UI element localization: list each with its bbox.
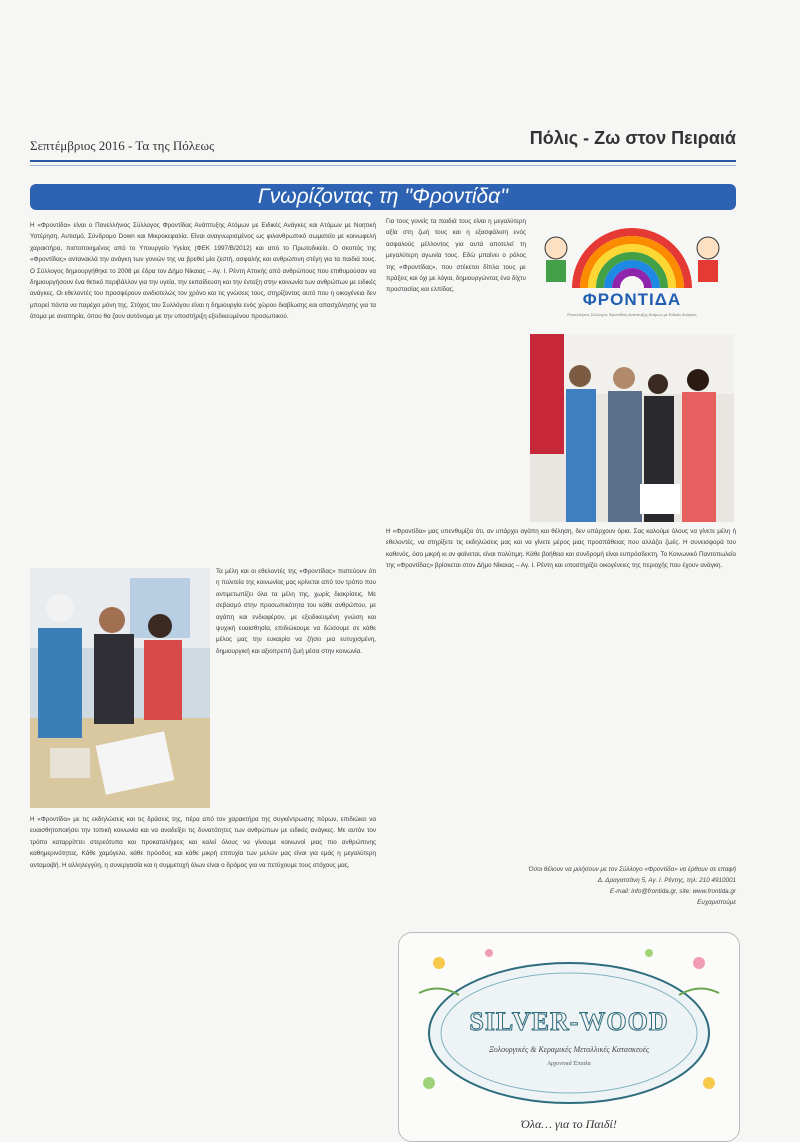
header-rule [30, 160, 736, 162]
issue-date: Σεπτέμβριος 2016 - Τα της Πόλεως [30, 138, 215, 153]
article-paragraph: Η «Φροντίδα» με τις εκδηλώσεις και τις δράσεις της, πέρα από τον χαρακτήρα της συγκέντρωσης πόρων, επιδιώκει να ευαισθητοποιήσει την τοπική κοινωνία και να αναδείξει τις δυνατότητες των ανθρώπων με ειδικές ανάγκες. Με αυτόν τον τρόπο καταρρίπτει στερεότυπα και προκαταλήψεις και καλεί όλους να γίνουμε κοινωνοί μιας πιο ανθρώπινης καθημερινότητας. Κάθε χαμόγελο, κάθε πρόοδος και κάθε μικρή επιτυχία των μελών μας είναι για εμάς η μεγαλύτερη ανταμοιβή. Η αλληλεγγύη, η συνεργασία και η συμμετοχή όλων είναι ο δρόμος για να πετύχουμε τους στόχους μας. [30, 816, 376, 869]
contact-info [400, 864, 736, 908]
logo-subtitle: Πανελλήνιος Σύλλογος Φροντίδας Ανάπτυξης Ατόμων με Ειδικές Ανάγκες [567, 312, 697, 317]
ad-frame-graphic [399, 933, 739, 1141]
ad-subtitle-2: Αρχοντικά Έπιπλα [547, 1061, 591, 1067]
photo-volunteers-table [30, 568, 210, 808]
photo-group-portrait [530, 334, 734, 522]
article-text-col2-main [386, 526, 736, 856]
rainbow-logo-graphic [536, 222, 728, 292]
article-title-banner [30, 184, 736, 210]
article-paragraph: Η «Φροντίδα» μας υπενθυμίζει ότι, αν υπάρχει αγάπη και θέληση, δεν υπάρχουν όρια. Σας καλούμε όλους να γίνετε μέλη ή εθελοντές, να στηρίξετε τις εκδηλώσεις μας και να γίνετε μέρος μιας προσπάθειας που αλλάζει ζωές. Η συνεισφορά του καθενός, όσο μικρή κι αν φαίνεται, είναι πολύτιμη. Κάθε βοήθεια και συνδρομή είναι ευπρόσδεκτη. Το Κοινωνικό Παντοπωλείο της «Φροντίδας» βρίσκεται στον Δήμο Νίκαιας – Αγ. Ι. Ρέντη και υποστηρίζει οικογένειες της περιοχής που έχουν ανάγκη. [386, 528, 736, 570]
article-title: Γνωρίζοντας τη ''Φροντίδα'' [257, 185, 509, 208]
article-paragraph: Η «Φροντίδα» είναι ο Πανελλήνιος Σύλλογος Φροντίδας Ανάπτυξης Ατόμων με Ειδικές Ανάγκες και Ατόμων με Νοητική Υστέρηση, Αυτισμό, Σύνδρομο Down και Μικροκεφαλία. Είναι αναγνωρισμένος ως φιλανθρωπικό σωματείο με κοινωφελή χαρακτήρα, πιστοποιημένος από το Υπουργείο Υγείας (ΦΕΚ 1997/Β/2012) και από το Πρωτοδικείο. Ο σκοπός της «Φροντίδας» αντανακλά την ανάγκη των γονιών της να βρεθεί μία ζεστή, ασφαλής και ανθρώπινη στέγη για τα παιδιά τους. Ο Σύλλογος δημιουργήθηκε το 2008 με έδρα τον Δήμο Νίκαιας – Αγ. Ι. Ρέντη Αττικής από ανθρώπους που επιθυμούσαν να δημιουργήσουν ένα θετικό περιβάλλον για την υγεία, την εκπαίδευση και την ένταξη στην κοινωνία των ανθρώπων με ειδικές ανάγκες. Οι εθελοντές του προσφέρουν ανιδιοτελώς τον χρόνο και τις γνώσεις τους, στηρίζοντας αυτό που η οικογένεια δεν μπορεί πάντα να παρέχει μόνη της. Στόχος του Συλλόγου είναι η δημιουργία ενός χώρου διαβίωσης και απασχόλησης για τα άτομα με αναπηρία, όπου θα ζουν αυτόνομα με την υποστήριξη εξειδικευμένου προσωπικού. [30, 222, 376, 321]
ad-subtitle: Ξυλουργικές & Κεραμικές Μεταλλικές Κατασκευές [488, 1045, 650, 1054]
silverwood-advertisement [398, 932, 740, 1142]
frontida-logo [536, 222, 728, 340]
contact-line: Όσοι θέλουν να μιλήσουν με τον Σύλλογο «Φροντίδα» να έρθουν σε επαφή [528, 866, 736, 873]
contact-signoff: Ευχαριστούμε [697, 899, 736, 906]
header-rule-thin [30, 165, 736, 166]
logo-name: ΦΡΟΝΤΙΔΑ [582, 290, 682, 309]
contact-email: E-mail: info@frontida.gr, site: www.frontida.gr [609, 888, 736, 895]
article-text-col1-side [216, 566, 376, 810]
article-text-col1-top [30, 220, 376, 560]
article-text-col2-top [386, 216, 526, 532]
ad-brand: SILVER-WOOD [469, 1007, 669, 1036]
article-paragraph: Τα μέλη και οι εθελοντές της «Φροντίδας» πιστεύουν ότι η πολιτεία της κοινωνίας μας κρίνεται από τον τρόπο που αντιμετωπίζει όλα τα μέλη της, χωρίς διακρίσεις. Με σεβασμό στην προσωπικότητα του κάθε ανθρώπου, με αγάπη και ενδιαφέρον, με εξειδικευμένη γνώση και ψυχική ευαισθησία, επιδιώκουμε να δώσουμε σε κάθε μέλος μας την ευκαιρία να ζήσει μια ευτυχισμένη, δημιουργική και αξιοπρεπή ζωή μέσα στην κοινωνία. [216, 568, 376, 655]
article-text-col1-bottom [30, 814, 376, 1136]
contact-address: Δ. Δραγατσάνη 5, Αγ. Ι. Ρέντης, τηλ: 210 4910001 [597, 877, 736, 884]
ad-tagline: Όλα… για το Παιδί! [521, 1117, 617, 1131]
section-title: Πόλις - Ζω στον Πειραιά [529, 128, 736, 148]
article-paragraph: Για τους γονείς τα παιδιά τους είναι η μεγαλύτερη αξία στη ζωή τους και η εξασφάλιση ενός ασφαλούς μέλλοντος για αυτά αποτελεί τη μεγαλύτερη αγωνία τους. Εδώ μπαίνει ο ρόλος της «Φροντίδας», που στέκεται δίπλα τους με πράξεις και όχι με λόγια, δημιουργώντας ένα δίχτυ προστασίας και ελπίδας. [386, 218, 526, 294]
